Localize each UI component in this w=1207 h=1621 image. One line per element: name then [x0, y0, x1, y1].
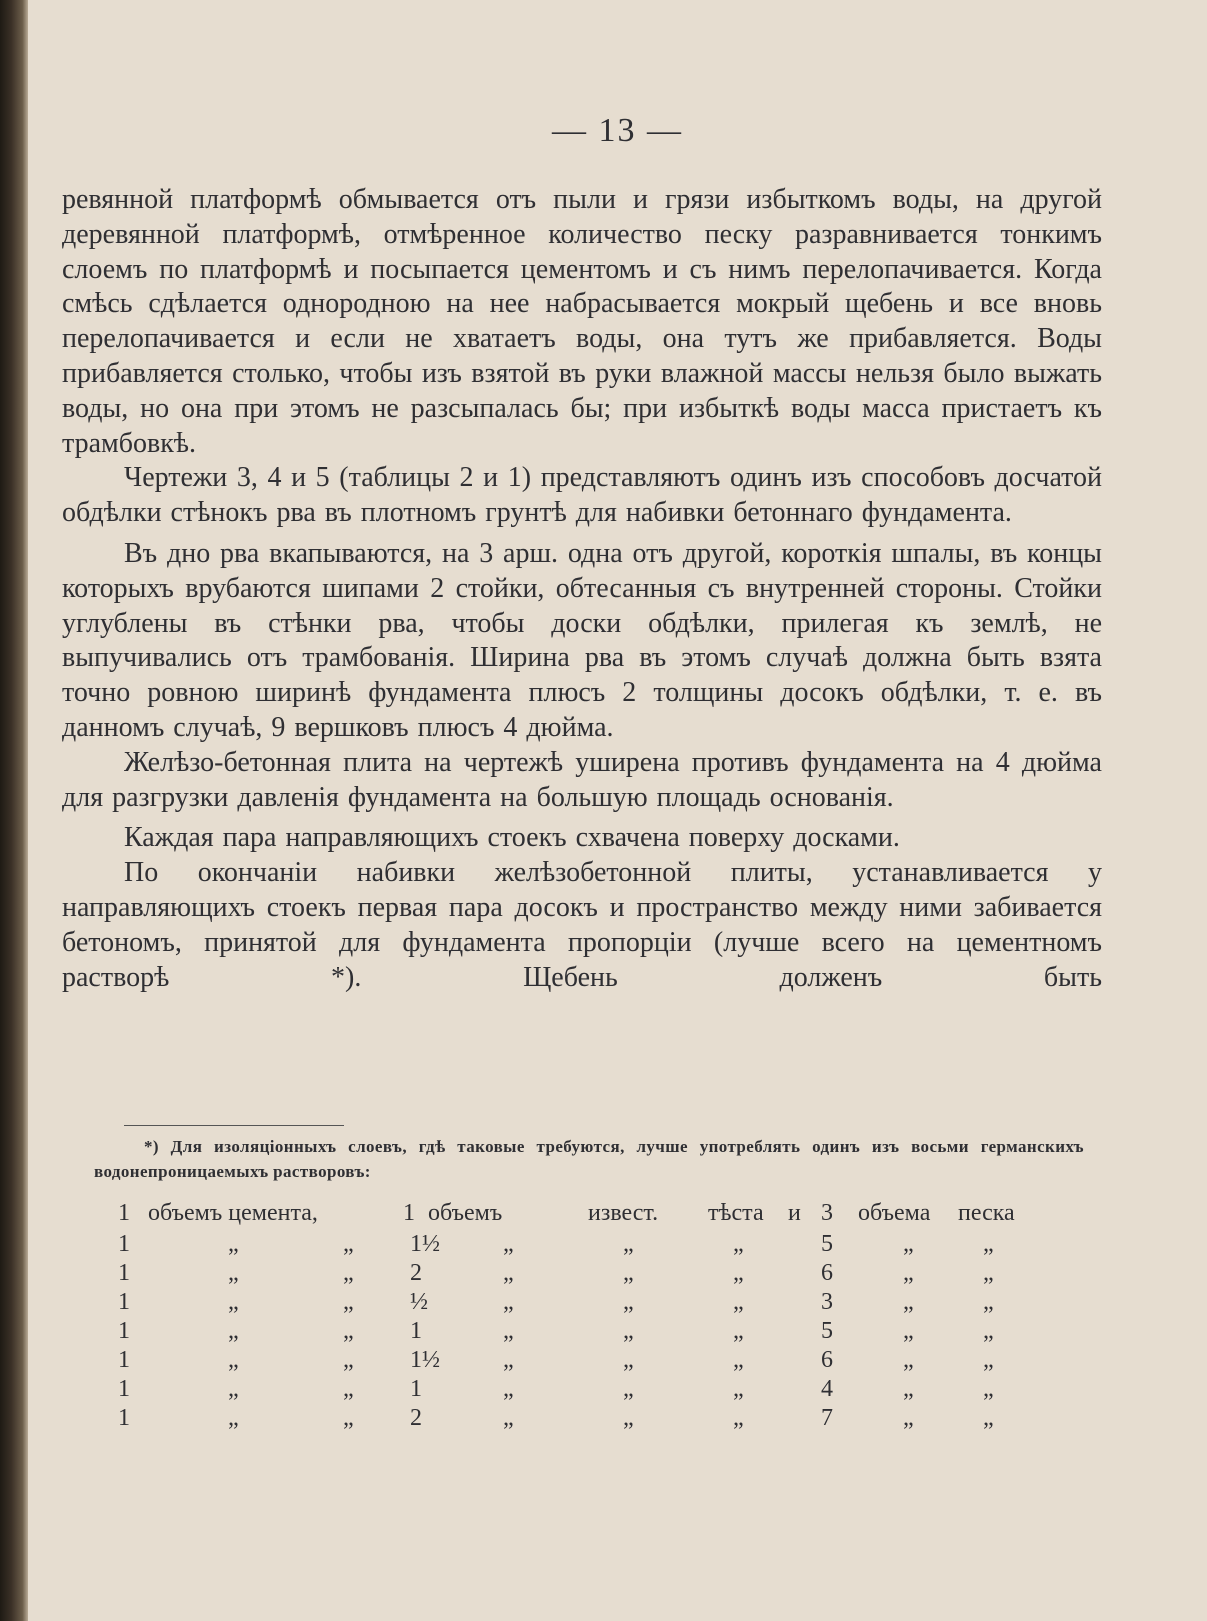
recipe-cell: „ — [903, 1231, 914, 1257]
recipe-cell: „ — [733, 1260, 744, 1286]
footnote — [94, 1134, 1084, 1184]
footnote-divider — [124, 1125, 344, 1126]
recipe-cell: ½ — [410, 1289, 428, 1315]
recipe-cell: 5 — [821, 1231, 833, 1257]
recipe-cell: извест. — [588, 1200, 659, 1226]
recipe-cell: „ — [228, 1260, 239, 1286]
recipe-cell: „ — [503, 1260, 514, 1286]
recipe-cell: „ — [343, 1289, 354, 1315]
recipe-cell: и — [788, 1200, 801, 1226]
recipe-cell: „ — [733, 1347, 744, 1373]
recipe-cell: „ — [623, 1376, 634, 1402]
recipe-cell: „ — [228, 1289, 239, 1315]
paragraph-6: По окончаніи набивки желѣзобетонной плиты, устанавливается у направляющихъ стоекъ первая пара досокъ и пространство между ними забивается бетономъ, принятой для фундамента пропорціи (лучше всего на цементномъ растворѣ *). Щебень долженъ быть — [62, 857, 1102, 993]
recipe-cell: „ — [343, 1231, 354, 1257]
recipe-cell: 1 — [410, 1376, 422, 1402]
recipe-cell: 6 — [821, 1260, 833, 1286]
recipe-cell: 1 — [118, 1289, 130, 1315]
recipe-cell: „ — [983, 1405, 994, 1431]
recipe-cell: „ — [623, 1347, 634, 1373]
recipe-cell: объемъ цемента, — [148, 1200, 318, 1226]
recipe-cell: объемъ — [428, 1200, 503, 1226]
recipe-cell: „ — [503, 1405, 514, 1431]
paragraph-3: Въ дно рва вкапываются, на 3 арш. одна отъ другой, короткія шпалы, въ концы которыхъ врубаются шипами 2 стойки, обтесанныя съ внутренней стороны. Стойки углублены въ стѣнки рва, чтобы доски обдѣлки, прилегая къ землѣ, не выпучивались отъ трамбованія. Ширина рва въ этомъ случаѣ должна быть взята точно ровною ширинѣ фундамента плюсъ 2 толщины досокъ обдѣлки, т. е. въ данномъ случаѣ, 9 вершковъ плюсъ 4 дюйма. — [62, 537, 1102, 743]
page-number: — 13 — — [552, 112, 683, 149]
recipe-cell: „ — [343, 1260, 354, 1286]
recipe-cell: 4 — [821, 1376, 833, 1402]
recipe-cell: „ — [733, 1289, 744, 1315]
recipe-cell: „ — [503, 1376, 514, 1402]
recipe-cell: объема — [858, 1200, 931, 1226]
recipe-cell: 6 — [821, 1347, 833, 1373]
recipe-cell: „ — [983, 1260, 994, 1286]
recipe-cell: 1 — [118, 1231, 130, 1257]
recipe-cell: 1 — [118, 1405, 130, 1431]
recipe-cell: 1 — [403, 1200, 415, 1226]
book-spine-shadow — [0, 0, 28, 1621]
recipe-cell: „ — [228, 1231, 239, 1257]
recipe-cell: „ — [503, 1318, 514, 1344]
recipe-cell: „ — [733, 1318, 744, 1344]
recipe-cell: „ — [903, 1260, 914, 1286]
recipe-cell: 2 — [410, 1405, 422, 1431]
recipe-cell: „ — [623, 1405, 634, 1431]
recipe-cell: „ — [903, 1405, 914, 1431]
recipe-cell: „ — [343, 1376, 354, 1402]
footnote-text: *) Для изоляціонныхъ слоевъ, гдѣ таковые требуются, лучше употреблять одинъ изъ восьми германскихъ водонепроницаемыхъ растворовъ: — [94, 1137, 1084, 1181]
recipe-cell: тѣста — [708, 1200, 764, 1226]
recipe-cell: „ — [903, 1318, 914, 1344]
recipe-cell: 1½ — [410, 1231, 440, 1257]
recipe-cell: „ — [733, 1376, 744, 1402]
recipe-cell: „ — [503, 1347, 514, 1373]
paragraph-1: ревянной платформѣ обмывается отъ пыли и грязи избыткомъ воды, на другой деревянной платформѣ, отмѣренное количество песку разравнивается тонкимъ слоемъ по платформѣ и посыпается цементомъ и съ нимъ перелопачивается. Когда смѣсь сдѣлается однородною на нее набрасывается мокрый щебень и все вновь перелопачивается и если не хватаетъ воды, она тутъ же прибавляется. Воды прибавляется столько, чтобы изъ взятой въ руки влажной массы нельзя было выжать воды, но она при этомъ не разсыпалась бы; при избыткѣ воды масса пристаетъ къ трамбовкѣ. — [62, 184, 1102, 459]
recipe-cell: „ — [733, 1405, 744, 1431]
recipe-cell: 1 — [118, 1318, 130, 1344]
recipe-cell: 7 — [821, 1405, 833, 1431]
recipe-cell: „ — [983, 1318, 994, 1344]
recipe-cell: „ — [343, 1318, 354, 1344]
recipe-cell: „ — [228, 1405, 239, 1431]
recipe-cell: 3 — [821, 1200, 833, 1226]
recipe-cell: 1 — [118, 1376, 130, 1402]
document-page — [28, 0, 1207, 1621]
recipe-cell: „ — [983, 1376, 994, 1402]
recipe-cell: 1 — [410, 1318, 422, 1344]
recipe-cell: песка — [958, 1200, 1015, 1226]
recipe-cell: „ — [623, 1318, 634, 1344]
recipe-cell: „ — [228, 1347, 239, 1373]
recipe-cell: 1 — [118, 1200, 130, 1226]
recipe-cell: „ — [983, 1347, 994, 1373]
recipe-cell: „ — [903, 1289, 914, 1315]
paragraph-5: Каждая пара направляющихъ стоекъ схвачена поверху досками. — [124, 822, 900, 854]
recipe-cell: 5 — [821, 1318, 833, 1344]
recipe-cell: „ — [623, 1260, 634, 1286]
recipe-cell: „ — [983, 1231, 994, 1257]
recipe-cell: „ — [623, 1231, 634, 1257]
recipe-cell: „ — [503, 1231, 514, 1257]
recipe-cell: „ — [733, 1231, 744, 1257]
recipe-cell: „ — [623, 1289, 634, 1315]
recipe-cell: „ — [983, 1289, 994, 1315]
recipe-cell: 2 — [410, 1260, 422, 1286]
paragraph-4: Желѣзо-бетонная плита на чертежѣ уширена противъ фундамента на 4 дюйма для разгрузки давленія фундамента на большую площадь основанія. — [62, 746, 1102, 813]
recipe-cell: 1 — [118, 1260, 130, 1286]
recipe-cell: „ — [903, 1347, 914, 1373]
recipe-cell: 3 — [821, 1289, 833, 1315]
recipe-cell: „ — [903, 1376, 914, 1402]
recipe-cell: „ — [343, 1347, 354, 1373]
body-text — [62, 183, 1102, 995]
recipe-cell: 1 — [118, 1347, 130, 1373]
paragraph-2: Чертежи 3, 4 и 5 (таблицы 2 и 1) представляютъ одинъ изъ способовъ досчатой обдѣлки стѣнокъ рва въ плотномъ грунтѣ для набивки бетоннаго фундамента. — [62, 462, 1102, 529]
recipe-cell: 1½ — [410, 1347, 440, 1373]
recipe-cell: „ — [503, 1289, 514, 1315]
recipe-cell: „ — [228, 1318, 239, 1344]
recipe-cell: „ — [228, 1376, 239, 1402]
recipe-cell: „ — [343, 1405, 354, 1431]
